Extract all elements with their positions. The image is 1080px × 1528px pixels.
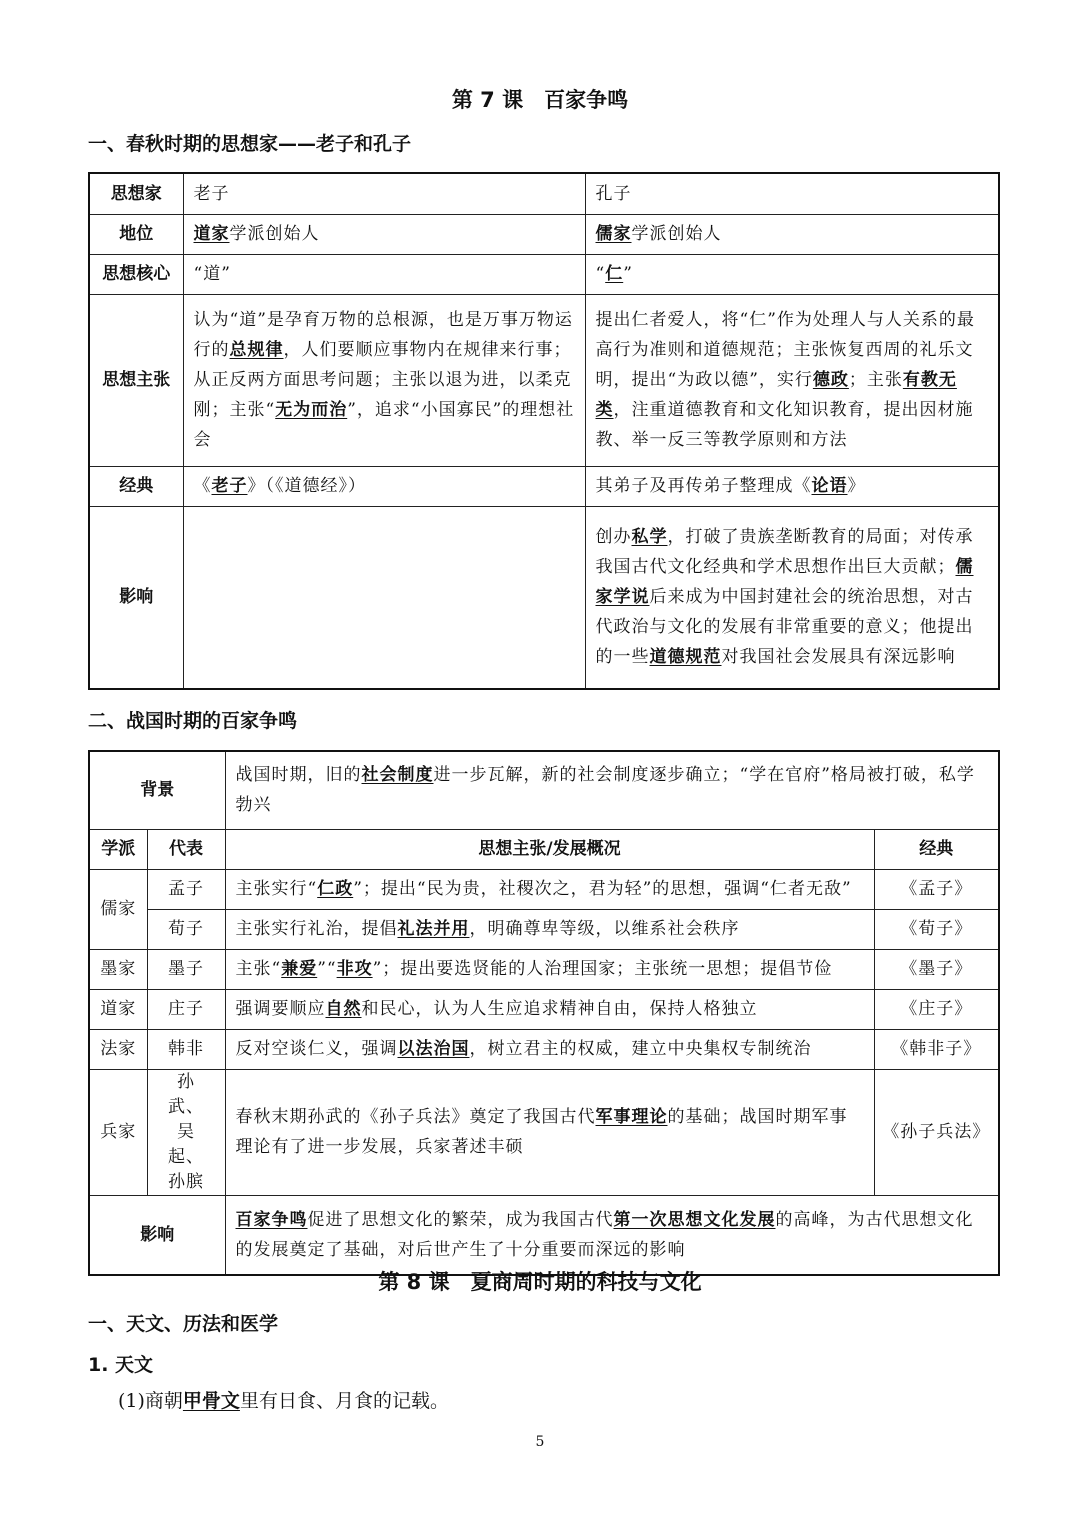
representative-cell: 韩非	[147, 1029, 225, 1069]
lesson-8-title: 第 8 课 夏商周时期的科技与文化	[378, 1270, 702, 1294]
table-row	[89, 294, 999, 466]
table-row	[89, 1029, 999, 1069]
table-row	[89, 869, 999, 909]
text-segment: 春秋末期孙武的《孙子兵法》奠定了我国古代	[235, 1107, 596, 1127]
laozi-cell	[183, 506, 585, 689]
key-term: 仁政	[317, 879, 354, 899]
text-segment: 的高峰，为古代思想文化的发展奠定了基础，对后世产生了十分重要而深远的影响	[235, 1209, 974, 1260]
key-term: 礼法并用	[397, 919, 470, 939]
text-segment: 》（《道德经》）	[247, 476, 366, 496]
text-segment: ，注重道德教育和文化知识教育，提出因材施教、举一反三等教学原则和方法	[595, 400, 974, 450]
idea-cell	[225, 1069, 874, 1195]
text-segment: ”；提出要选贤能的人治理国家；主张统一思想；提倡节俭	[372, 959, 833, 979]
kongzi-cell	[585, 254, 999, 294]
school-cell: 兵家	[89, 1069, 147, 1195]
representative-cell: 墨子	[147, 949, 225, 989]
key-term: 社会制度	[361, 765, 434, 786]
classic-cell: 《庄子》	[874, 989, 999, 1029]
text-segment: “	[595, 264, 606, 284]
impact-label: 影响	[89, 1195, 225, 1275]
table-row	[89, 989, 999, 1029]
key-term: 私学	[631, 527, 668, 548]
column-header: 代表	[147, 829, 225, 869]
text-segment: 强调要顺应	[235, 999, 326, 1019]
row-label: 思想核心	[89, 254, 183, 294]
key-term: 军事理论	[595, 1107, 668, 1127]
classic-cell: 《孟子》	[874, 869, 999, 909]
representative-cell: 孟子	[147, 869, 225, 909]
impact-cell	[225, 1195, 999, 1275]
key-term: 有教无类	[595, 370, 957, 420]
key-term: 百家争鸣	[235, 1209, 308, 1230]
idea-cell	[225, 869, 874, 909]
row-label: 经典	[89, 466, 183, 506]
classic-cell: 《荀子》	[874, 909, 999, 949]
text-segment: ”	[623, 264, 633, 284]
section-1-heading: 一、春秋时期的思想家——老子和孔子	[88, 133, 412, 155]
idea-cell	[225, 909, 874, 949]
school-cell: 儒家	[89, 869, 147, 949]
key-term: 以法治国	[397, 1039, 470, 1059]
table-row	[89, 254, 999, 294]
key-term: 无为而治	[275, 400, 348, 420]
idea-cell	[225, 949, 874, 989]
kongzi-cell	[585, 214, 999, 254]
row-label: 地位	[89, 214, 183, 254]
text-segment: ”“	[317, 959, 337, 979]
classic-cell: 《韩非子》	[874, 1029, 999, 1069]
text-segment: 孔子	[595, 183, 632, 204]
school-cell: 墨家	[89, 949, 147, 989]
key-term: 道家	[193, 224, 230, 244]
table-row	[89, 909, 999, 949]
key-term: 兼爱	[281, 959, 318, 979]
laozi-cell	[183, 466, 585, 506]
page-number: 5	[535, 1434, 545, 1450]
laozi-cell	[183, 173, 585, 214]
text-segment: ”，追求“小国寡民”的理想社会	[193, 400, 575, 450]
text-segment: 创办	[595, 527, 632, 548]
table-row	[89, 466, 999, 506]
text-segment: 学派创始人	[229, 224, 320, 244]
laozi-cell	[183, 254, 585, 294]
text-segment: 对我国社会发展具有深远影响	[721, 647, 956, 668]
lesson-7-title: 第 7 课 百家争鸣	[451, 88, 629, 112]
astronomy-line	[118, 1386, 449, 1413]
kongzi-cell	[585, 466, 999, 506]
key-term: 德政	[812, 370, 849, 390]
classic-cell: 《孙子兵法》	[874, 1069, 999, 1195]
idea-cell	[225, 989, 874, 1029]
text-segment: 主张实行礼治，提倡	[235, 919, 398, 939]
key-term: 非攻	[336, 959, 373, 979]
table-row	[89, 214, 999, 254]
text-segment: 促进了思想文化的繁荣，成为我国古代	[307, 1209, 614, 1230]
text-segment: 主张实行“	[235, 879, 318, 899]
table-row	[89, 506, 999, 689]
text-segment: “道”	[193, 264, 231, 284]
table-row	[89, 1069, 999, 1195]
text-segment: 进一步瓦解，新的社会制度逐步确立；“学在官府”格局被打破，私学勃兴	[235, 765, 975, 816]
text-segment: (1)商朝	[118, 1390, 183, 1412]
text-segment: ”；提出“民为贵，社稷次之，君为轻”的思想，强调“仁者无敌”	[353, 879, 852, 899]
column-header: 经典	[874, 829, 999, 869]
text-segment: 的基础；战国时期军事理论有了进一步发展，兵家著述丰硕	[235, 1107, 848, 1157]
schools-table	[88, 750, 1000, 1276]
text-segment: 《	[193, 476, 212, 496]
school-cell: 道家	[89, 989, 147, 1029]
key-term: 老子	[211, 476, 248, 496]
idea-cell	[225, 1029, 874, 1069]
key-term: 道德规范	[649, 647, 722, 668]
text-segment: 》	[847, 476, 866, 496]
lesson-8-section-heading: 一、天文、历法和医学	[88, 1313, 279, 1335]
subheading-astronomy: 1. 天文	[88, 1354, 154, 1376]
text-segment: ，明确尊卑等级，以维系社会秩序	[469, 919, 740, 939]
text-segment: 反对空谈仁义，强调	[235, 1039, 398, 1059]
row-label: 思想家	[89, 173, 183, 214]
column-header: 学派	[89, 829, 147, 869]
text-segment: 老子	[193, 183, 230, 204]
representative-cell: 庄子	[147, 989, 225, 1029]
text-segment: 其弟子及再传弟子整理成《	[595, 476, 812, 496]
classic-cell: 《墨子》	[874, 949, 999, 989]
text-segment: 里有日食、月食的记载。	[239, 1390, 449, 1412]
laozi-cell	[183, 214, 585, 254]
representative-cell: 孙武、吴起、孙膑	[147, 1069, 225, 1195]
text-segment: 学派创始人	[631, 224, 722, 244]
kongzi-cell	[585, 294, 999, 466]
row-label: 影响	[89, 506, 183, 689]
text-segment: ，人们要顺应事物内在规律来行事；从正反两方面思考问题；主张以退为进，以柔克刚；主张“	[193, 340, 572, 420]
background-label: 背景	[89, 751, 225, 829]
text-segment: 认为“道”是孕育万物的总根源，也是万事万物运行的	[193, 310, 573, 360]
laozi-cell	[183, 294, 585, 466]
text-segment: ，打破了贵族垄断教育的局面；对传承我国古代文化经典和学术思想作出巨大贡献；	[595, 527, 974, 578]
thinkers-table	[88, 172, 1000, 690]
text-segment: 提出仁者爱人，将“仁”作为处理人与人关系的最高行为准则和道德规范；主张恢复西周的礼乐文明，提出“为政以德”，实行	[595, 310, 975, 390]
representative-cell: 荀子	[147, 909, 225, 949]
key-term: 甲骨文	[182, 1390, 240, 1412]
kongzi-cell	[585, 506, 999, 689]
section-2-heading: 二、战国时期的百家争鸣	[88, 710, 298, 732]
text-segment: 后来成为中国封建社会的统治思想，对古代政治与文化的发展有非常重要的意义；他提出的一些	[595, 587, 974, 668]
text-segment: ；主张	[848, 370, 903, 390]
background-cell	[225, 751, 999, 829]
text-segment: ，树立君主的权威，建立中央集权专制统治	[469, 1039, 812, 1059]
key-term: 儒家学说	[595, 557, 974, 608]
key-term: 论语	[811, 476, 848, 496]
kongzi-cell	[585, 173, 999, 214]
column-header: 思想主张/发展概况	[225, 829, 874, 869]
key-term: 总规律	[229, 340, 284, 360]
key-term: 儒家	[595, 224, 632, 244]
text-segment: 和民心，认为人生应追求精神自由，保持人格独立	[361, 999, 758, 1019]
key-term: 自然	[325, 999, 362, 1019]
table-row	[89, 949, 999, 989]
key-term: 仁	[605, 264, 624, 284]
row-label: 思想主张	[89, 294, 183, 466]
text-segment: 主张“	[235, 959, 282, 979]
text-segment: 战国时期，旧的	[235, 765, 362, 786]
key-term: 第一次思想文化发展	[613, 1209, 776, 1230]
table-row	[89, 173, 999, 214]
school-cell: 法家	[89, 1029, 147, 1069]
